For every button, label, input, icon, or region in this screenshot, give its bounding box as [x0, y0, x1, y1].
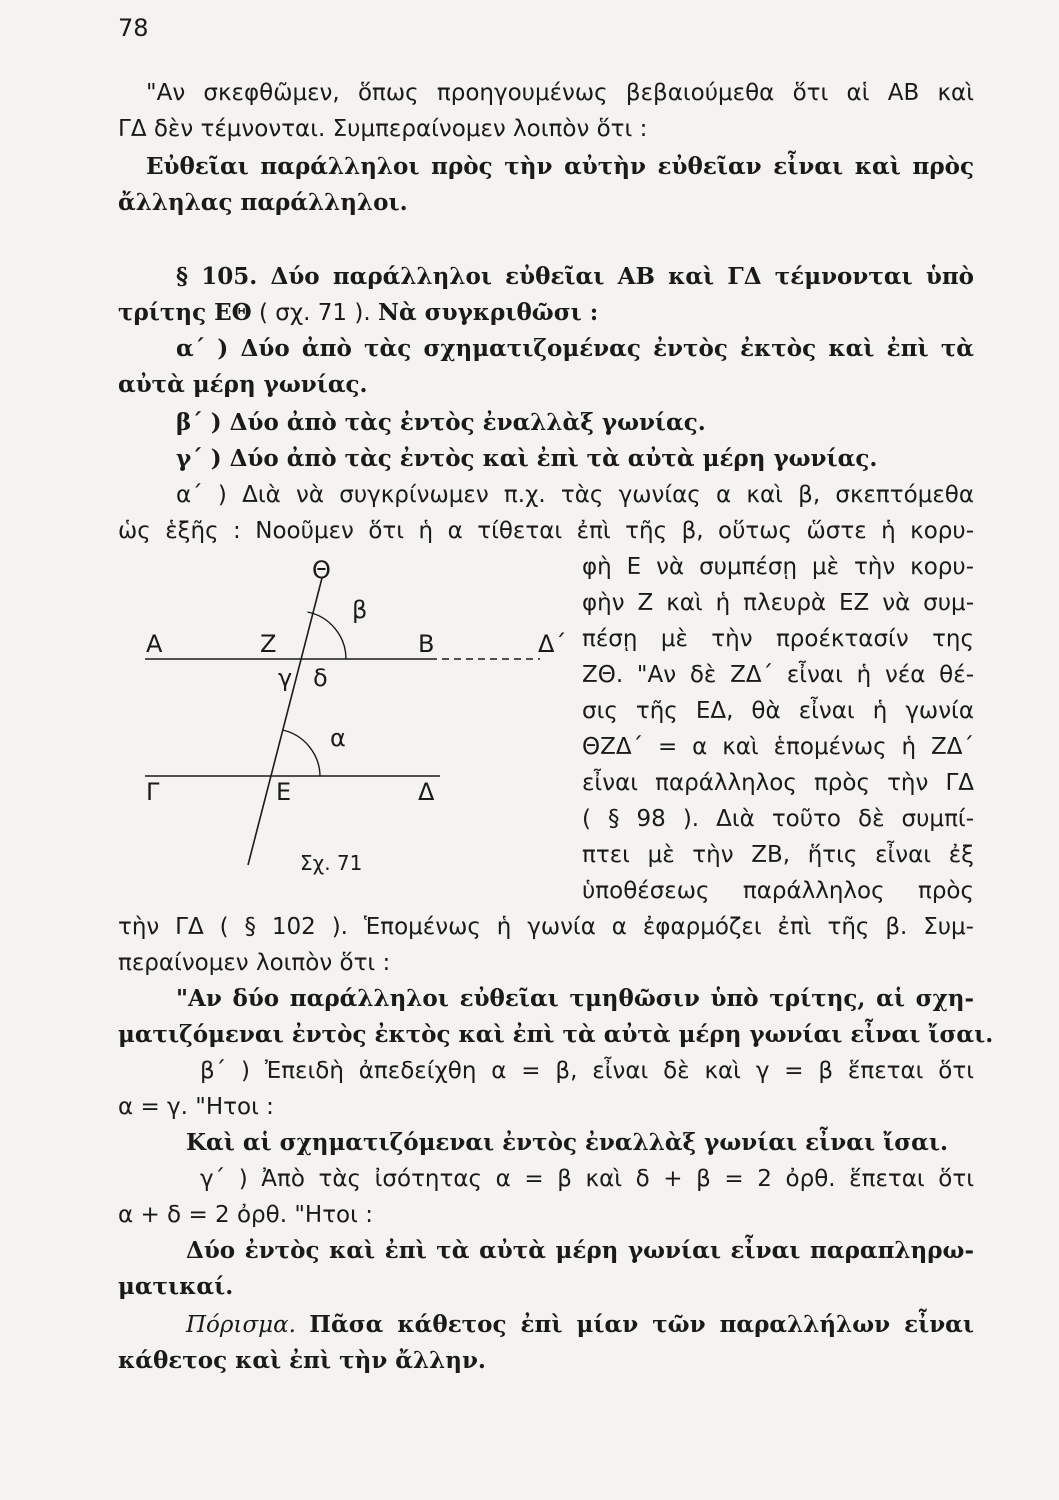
corollary-text: Πᾶσα κάθετος ἐπὶ μίαν τῶν παραλλήλων εἶναι	[309, 1311, 975, 1338]
text-line: α΄ ) Διὰ νὰ συγκρίνωμεν π.χ. τὰς γωνίας α καὶ β, σκεπτόμεθα	[176, 482, 974, 508]
corollary-line	[186, 1310, 974, 1340]
text-line: γ΄ ) Ἀπὸ τὰς ἰσότητας α = β καὶ δ + β = 2 ὀρθ. ἕπεται ὅτι	[200, 1166, 974, 1192]
text-span: τρίτης ΕΘ	[118, 299, 252, 326]
corollary-line: κάθετος καὶ ἐπὶ τὴν ἄλλην.	[118, 1347, 486, 1374]
question-c: γ΄ ) Δύο ἀπὸ τὰς ἐντὸς καὶ ἐπὶ τὰ αὐτὰ μέρη γωνίας.	[176, 445, 878, 472]
theorem-line: ἄλληλας παράλληλοι.	[118, 189, 408, 216]
label-d: Δ	[418, 778, 435, 806]
text-line: ΖΘ. "Αν δὲ ΖΔ΄ εἶναι ἡ νέα θέ-	[582, 662, 974, 688]
theorem-line: ματικαί.	[118, 1273, 234, 1300]
text-line: ὑποθέσεως παράλληλος πρὸς	[582, 878, 974, 904]
text-span: Νὰ συγκριθῶσι :	[377, 299, 599, 326]
label-delta: δ	[313, 664, 328, 692]
corollary-label: Πόρισμα.	[186, 1312, 310, 1338]
section-heading: § 105. Δύο παράλληλοι εὐθεῖαι ΑΒ καὶ ΓΔ τέμνονται ὑπὸ	[176, 263, 974, 290]
text-line: ὡς ἑξῆς : Νοοῦμεν ὅτι ἡ α τίθεται ἐπὶ τῆς β, οὕτως ὥστε ἡ κορυ-	[118, 518, 974, 544]
label-g: Γ	[146, 778, 160, 806]
theorem-line: "Αν δύο παράλληλοι εὐθεῖαι τμηθῶσιν ὑπὸ τρίτης, αἱ σχη-	[176, 985, 974, 1012]
theorem-line: Εὐθεῖαι παράλληλοι πρὸς τὴν αὐτὴν εὐθεῖαν εἶναι καὶ πρὸς	[146, 153, 974, 180]
text-line	[118, 298, 598, 328]
text-line: περαίνομεν λοιπὸν ὅτι :	[118, 950, 391, 976]
angle-beta-arc	[308, 612, 347, 659]
theorem-line: Καὶ αἱ σχηματιζόμεναι ἐντὸς ἐναλλὰξ γωνίαι εἶναι ἴσαι.	[186, 1129, 949, 1156]
figure-71	[130, 560, 570, 890]
label-alpha: α	[330, 724, 346, 752]
text-span: ( σχ. 71 ).	[251, 300, 378, 326]
text-line: β΄ ) Ἐπειδὴ ἀπεδείχθη α = β, εἶναι δὲ καὶ γ = β ἕπεται ὅτι	[200, 1058, 974, 1084]
label-b: Β	[418, 630, 435, 658]
text-line: ΘΖΔ΄ = α καὶ ἑπομένως ἡ ΖΔ΄	[582, 734, 974, 760]
page-number: 78	[118, 14, 149, 42]
question-a: α΄ ) Δύο ἀπὸ τὰς σχηματιζομένας ἐντὸς ἐκτὸς καὶ ἐπὶ τὰ	[176, 335, 974, 362]
label-d-prime: Δ΄	[538, 630, 567, 658]
label-gamma: γ	[278, 664, 293, 692]
text-line: α = γ. "Ητοι :	[118, 1094, 274, 1120]
label-a: Α	[146, 630, 163, 658]
angle-alpha-arc	[283, 730, 321, 776]
transversal-e-theta	[248, 578, 322, 865]
question-b: β΄ ) Δύο ἀπὸ τὰς ἐντὸς ἐναλλὰξ γωνίας.	[176, 409, 706, 436]
theorem-line: Δύο ἐντὸς καὶ ἐπὶ τὰ αὐτὰ μέρη γωνίαι εἶναι παραπληρω-	[186, 1237, 974, 1264]
text-line: α + δ = 2 ὀρθ. "Ητοι :	[118, 1202, 373, 1228]
label-e: Ε	[276, 778, 292, 806]
text-line: φὴν Ζ καὶ ἡ πλευρὰ ΕΖ νὰ συμ-	[582, 590, 974, 616]
question-a-cont: αὐτὰ μέρη γωνίας.	[118, 371, 368, 398]
text-line: εἶναι παράλληλος πρὸς τὴν ΓΔ	[582, 770, 974, 796]
label-theta: Θ	[312, 560, 331, 584]
theorem-line: ματιζόμεναι ἐντὸς ἐκτὸς καὶ ἐπὶ τὰ αὐτὰ μέρη γωνίαι εἶναι ἴσαι.	[118, 1021, 994, 1048]
text-line: φὴ Ε νὰ συμπέσῃ μὲ τὴν κορυ-	[582, 554, 974, 580]
label-beta: β	[352, 596, 368, 624]
text-line: πτει μὲ τὴν ΖΒ, ἥτις εἶναι ἐξ	[582, 842, 974, 868]
text-line: "Αν σκεφθῶμεν, ὅπως προηγουμένως βεβαιούμεθα ὅτι αἱ ΑΒ καὶ	[146, 80, 974, 106]
text-line: ΓΔ δὲν τέμνονται. Συμπεραίνομεν λοιπὸν ὅτι :	[118, 116, 648, 142]
figure-caption: Σχ. 71	[300, 851, 363, 875]
text-line: σις τῆς ΕΔ, θὰ εἶναι ἡ γωνία	[582, 698, 974, 724]
text-line: τὴν ΓΔ ( § 102 ). Ἑπομένως ἡ γωνία α ἐφαρμόζει ἐπὶ τῆς β. Συμ-	[118, 914, 974, 940]
text-line: πέσῃ μὲ τὴν προέκτασίν της	[582, 626, 974, 652]
text-line: ( § 98 ). Διὰ τοῦτο δὲ συμπί-	[582, 806, 974, 832]
label-z: Ζ	[260, 630, 277, 658]
